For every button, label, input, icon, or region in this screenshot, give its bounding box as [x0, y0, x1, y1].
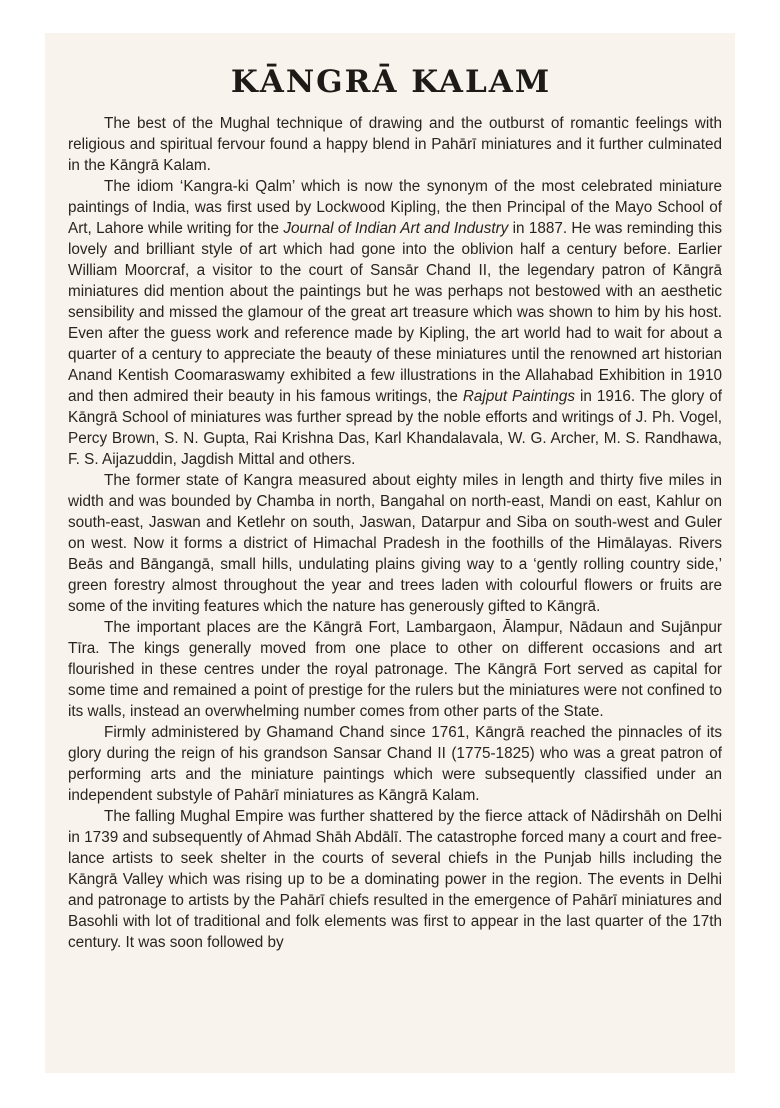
body-text [68, 113, 722, 953]
book-title: Rajput Paintings [462, 388, 575, 405]
journal-title: Journal of Indian Art and Industry [283, 220, 509, 237]
paragraph-geography: The former state of Kangra measured about eighty miles in length and thirty five miles in width and was bounded by Chamba in north, Bangahal on north-east, Mandi on east, Kahlur on south-east, Jaswan and Ketlehr on south, Jaswan, Datarpur and Siba on south-west and Guler on west. Now it forms a district of Himachal Pradesh in the foothills of the Himālayas. Rivers Beās and Bāngangā, small hills, undulating plains giving way to a ‘gently rolling country side,’ green forestry almost throughout the year and trees laden with colourful flowers or fruits are some of the inviting features which the nature has generously gifted to Kāngrā. [68, 472, 722, 615]
paragraph-idiom-history [68, 176, 722, 470]
paragraph-sansar-chand: Firmly administered by Ghamand Chand since 1761, Kāngrā reached the pinnacles of its glory during the reign of his grandson Sansar Chand II (1775-1825) who was a great patron of performing arts and the miniature paintings which were subsequently classified under an independent substyle of Pahārī miniatures as Kāngrā Kalam. [68, 724, 722, 804]
paragraph-text: in 1887. He was reminding this lovely and brilliant style of art which had gone into the oblivion half a century before. Earlier William Moorcraf, a visitor to the court of Sansār Chand II, the legendary patron of Kāngrā miniatures did mention about the paintings but he was perhaps not bestowed with an aesthetic sensibility and missed the glamour of the great art treasure which was shown to him by his host. Even after the guess work and reference made by Kipling, the art world had to wait for about a quarter of a century to appreciate the beauty of these miniatures until the renowned art historian Anand Kentish Coomaraswamy exhibited a few illustrations in the Allahabad Exhibition in 1910 and then admired their beauty in his famous writings, the [68, 220, 723, 405]
paragraph-intro: The best of the Mughal technique of drawing and the outburst of romantic feelings with religious and spiritual fervour found a happy blend in Pahārī miniatures and it further culminated in the Kāngrā Kalam. [68, 115, 722, 174]
document-page [45, 33, 735, 1073]
paragraph-mughal-decline: The falling Mughal Empire was further shattered by the fierce attack of Nādirshāh on Delhi in 1739 and subsequently of Ahmad Shāh Abdālī. The catastrophe forced many a court and free-lance artists to seek shelter in the courts of several chiefs in the Punjab hills including the Kāngrā Valley which was rising up to be a dominating power in the region. The events in Delhi and patronage to artists by the Pahārī chiefs resulted in the emergence of Pahārī miniatures and Basohli with lot of traditional and folk elements was first to appear in the last quarter of the 17th century. It was soon followed by [68, 808, 722, 951]
paragraph-text: The idiom ‘Kangra-ki Qalm’ which is now the synonym of the most celebrated miniature paintings of India, was first used by Lockwood Kipling, the then Principal of the Mayo School of Art, Lahore while writing for the [68, 178, 722, 237]
paragraph-text: in 1916. The glory of Kāngrā School of miniatures was further spread by the noble efforts and writings of J. Ph. Vogel, Percy Brown, S. N. Gupta, Rai Krishna Das, Karl Khandalavala, W. G. Archer, M. S. Randhawa, F. S. Aijazuddin, Jagdish Mittal and others. [68, 388, 722, 468]
page-title: KĀNGRĀ KALAM [230, 64, 552, 100]
paragraph-important-places: The important places are the Kāngrā Fort, Lambargaon, Ālampur, Nādaun and Sujānpur Tīra. The kings generally moved from one place to other on different occasions and art flourished in these centres under the royal patronage. The Kāngrā Fort served as capital for some time and remained a point of prestige for the rulers but the miniatures were not confined to its walls, instead an overwhelming number comes from other parts of the State. [68, 619, 722, 720]
